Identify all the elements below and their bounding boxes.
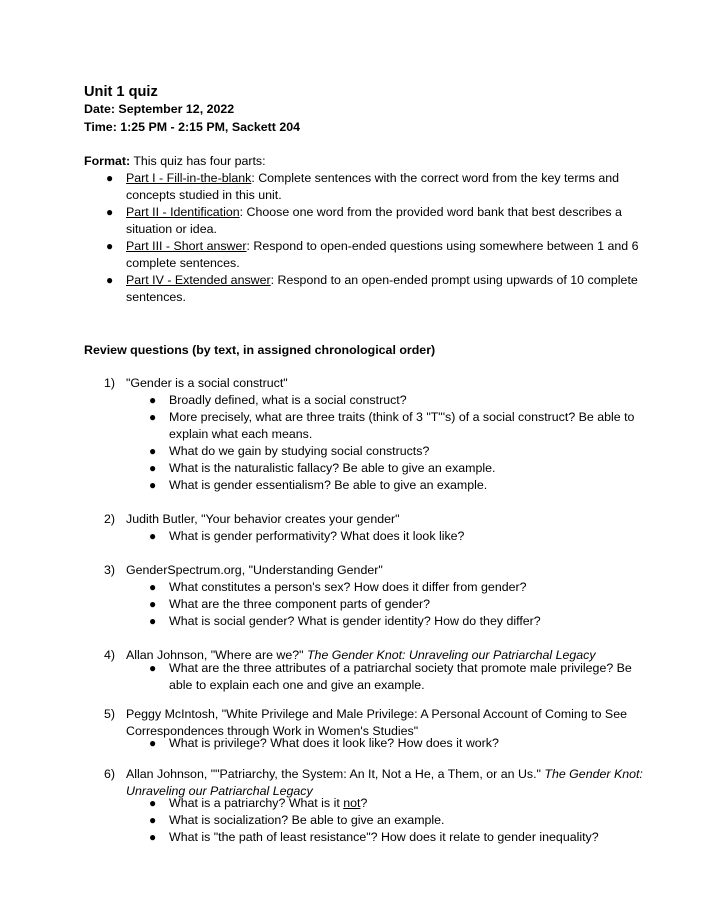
list-item: [106, 272, 646, 306]
question-text: What are the three attributes of a patriarchal society that promote male privilege? Be able to explain each one and give an example.: [169, 661, 632, 692]
bullet-icon: ●: [149, 580, 157, 594]
question-text: What is "the path of least resistance"? How does it relate to gender inequality?: [169, 830, 599, 844]
bullet-icon: ●: [149, 478, 157, 492]
question-list: [149, 579, 639, 630]
question-list: [149, 392, 639, 494]
list-item: [149, 812, 639, 829]
bullet-icon: ●: [149, 614, 157, 628]
format-label: Format:: [84, 154, 131, 168]
section-title: [126, 562, 646, 579]
section-title: [126, 511, 646, 528]
section-title-text: Allan Johnson, "Where are we?": [126, 648, 307, 662]
question-text: What constitutes a person's sex? How does it differ from gender?: [169, 580, 527, 594]
part-desc: : Choose one word from the provided word bank that best describes a situation or idea.: [126, 205, 622, 236]
page-title: Unit 1 quiz: [84, 84, 158, 100]
question-text: More precisely, what are three traits (think of 3 "T"'s) of a social construct? Be able to explain what each means.: [169, 410, 635, 441]
bullet-icon: ●: [149, 529, 157, 543]
part-desc: : Respond to open-ended questions using somewhere between 1 and 6 complete sentences.: [126, 239, 639, 270]
question-text: What is socialization? Be able to give an example.: [169, 813, 445, 827]
question-list: [149, 660, 639, 694]
quiz-time: Time: 1:25 PM - 2:15 PM, Sackett 204: [84, 120, 301, 134]
question-text: What is social gender? What is gender identity? How do they differ?: [169, 614, 541, 628]
section-title-text: Peggy McIntosh, "White Privilege and Male Privilege: A Personal Account of Coming to See Correspondences through Work in Women's Studies": [126, 707, 627, 738]
book-title: The Gender Knot: Unraveling our Patriarchal Legacy: [306, 648, 596, 662]
section-title-text: Judith Butler, "Your behavior creates your gender": [126, 512, 400, 526]
list-item: [149, 392, 639, 409]
list-item: [106, 204, 646, 238]
question-text: What is the naturalistic fallacy? Be able to give an example.: [169, 461, 496, 475]
section-number: 4): [104, 648, 116, 662]
review-heading: Review questions (by text, in assigned chronological order): [84, 343, 436, 357]
bullet-icon: ●: [149, 410, 157, 424]
question-text: What is gender performativity? What does it look like?: [169, 529, 465, 543]
list-item: [149, 596, 639, 613]
question-text: What do we gain by studying social constructs?: [169, 444, 430, 458]
question-text: What is a patriarchy? What is it: [169, 796, 344, 810]
list-item: [149, 409, 639, 443]
question-list: [149, 735, 639, 752]
bullet-icon: ●: [149, 830, 157, 844]
bullet-icon: ●: [106, 205, 114, 219]
list-item: [149, 829, 639, 846]
book-title: The Gender Knot: Unraveling our Patriarchal Legacy: [126, 767, 643, 798]
part-name: Part II - Identification: [126, 205, 240, 219]
part-name: Part I - Fill-in-the-blank: [126, 171, 252, 185]
bullet-icon: ●: [149, 393, 157, 407]
question-text-end: ?: [360, 796, 368, 810]
section-title-text: "Gender is a social construct": [126, 376, 288, 390]
section-number: 5): [104, 707, 116, 721]
list-item: [149, 443, 639, 460]
format-line: [84, 153, 266, 170]
bullet-icon: ●: [149, 461, 157, 475]
list-item: [149, 579, 639, 596]
list-item: [149, 477, 639, 494]
list-item: [149, 528, 639, 545]
bullet-icon: ●: [149, 736, 157, 750]
list-item: [106, 170, 646, 204]
section-number: 3): [104, 563, 116, 577]
question-list: [149, 795, 639, 846]
list-item: [106, 238, 646, 272]
section-title-text: GenderSpectrum.org, "Understanding Gender": [126, 563, 383, 577]
question-text: What is privilege? What does it look like? How does it work?: [169, 736, 499, 750]
question-text: Broadly defined, what is a social construct?: [169, 393, 407, 407]
part-name: Part IV - Extended answer: [126, 273, 271, 287]
bullet-icon: ●: [149, 444, 157, 458]
format-text: This quiz has four parts:: [130, 154, 266, 168]
bullet-icon: ●: [149, 813, 157, 827]
bullet-icon: ●: [149, 597, 157, 611]
format-parts-list: [106, 170, 646, 306]
section-title: [126, 375, 646, 392]
question-text: What are the three component parts of gender?: [169, 597, 431, 611]
list-item: [149, 795, 639, 812]
bullet-icon: ●: [149, 796, 157, 810]
section-number: 1): [104, 376, 116, 390]
section-title-text: Allan Johnson, ""Patriarchy, the System: An It, Not a He, a Them, or an Us.": [126, 767, 545, 781]
list-item: [149, 660, 639, 694]
part-desc: : Complete sentences with the correct word from the key terms and concepts studied in this unit.: [126, 171, 620, 202]
bullet-icon: ●: [106, 239, 114, 253]
list-item: [149, 460, 639, 477]
bullet-icon: ●: [149, 661, 157, 675]
question-text: What is gender essentialism? Be able to give an example.: [169, 478, 488, 492]
part-desc: : Respond to an open-ended prompt using upwards of 10 complete sentences.: [126, 273, 638, 304]
bullet-icon: ●: [106, 273, 114, 287]
section-number: 6): [104, 767, 116, 781]
quiz-date: Date: September 12, 2022: [84, 102, 235, 116]
underlined-word: not: [343, 796, 361, 810]
section-number: 2): [104, 512, 116, 526]
list-item: [149, 613, 639, 630]
part-name: Part III - Short answer: [126, 239, 247, 253]
bullet-icon: ●: [106, 171, 114, 185]
list-item: [149, 735, 639, 752]
question-list: [149, 528, 639, 545]
